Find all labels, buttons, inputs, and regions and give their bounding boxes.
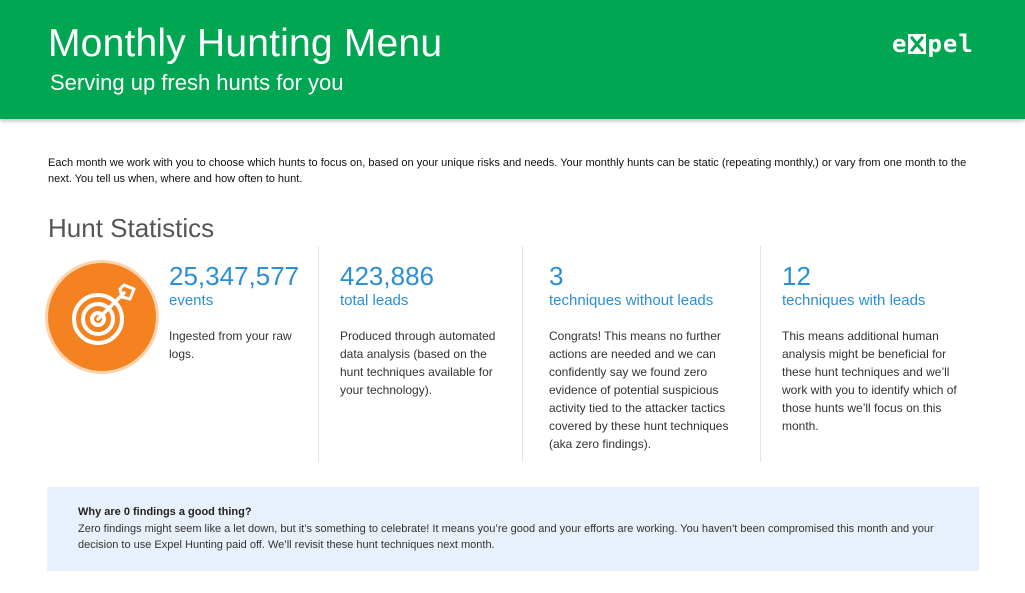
hunt-statistics-heading: Hunt Statistics: [48, 213, 215, 243]
logo-text-left: e: [892, 30, 908, 58]
page-title: Monthly Hunting Menu: [48, 22, 443, 65]
page-header: [0, 0, 1025, 119]
stat-description: Congrats! This means no further actions are needed and we can confidently say we found zero evidence of potential suspicious activity tied to the attacker tactics covered by these hunt techniques (aka zero findings).: [549, 329, 729, 451]
column-divider: [760, 246, 761, 462]
zero-findings-callout: [47, 487, 979, 571]
stat-label: total leads: [340, 292, 409, 309]
stat-label: techniques with leads: [782, 292, 926, 309]
column-divider: [522, 246, 523, 462]
stat-events: [169, 262, 309, 363]
stat-total-leads: [340, 262, 500, 399]
stat-description: Produced through automated data analysis (based on the hunt techniques available for your technology).: [340, 329, 496, 397]
stat-value: 12: [782, 261, 811, 291]
target-icon: [48, 263, 156, 371]
stat-techniques-without-leads: [549, 262, 744, 453]
stat-value: 423,886: [340, 261, 434, 291]
callout-body: Zero findings might seem like a let down, but it’s something to celebrate! It means you’re good and your efforts are working. You haven’t been compromised this month and your decision to use Expel Hunting paid off. We’ll revisit these hunt techniques next month.: [78, 523, 934, 551]
stat-label: techniques without leads: [549, 292, 714, 309]
logo-text-right: pel: [927, 30, 974, 58]
stat-value: 25,347,577: [169, 261, 300, 291]
logo-x-icon: [908, 34, 926, 54]
intro-paragraph: Each month we work with you to choose which hunts to focus on, based on your unique risks and needs. Your monthly hunts can be static (repeating monthly,) or vary from one month to the next. You tell us when, where and how often to hunt.: [48, 157, 967, 185]
expel-logo: [892, 30, 974, 58]
stat-description: Ingested from your raw logs.: [169, 329, 292, 361]
stat-techniques-with-leads: [782, 262, 962, 435]
page-subtitle: Serving up fresh hunts for you: [50, 70, 344, 95]
callout-title: Why are 0 findings a good thing?: [78, 506, 252, 518]
stat-label: events: [169, 292, 214, 309]
stat-value: 3: [549, 261, 564, 291]
column-divider: [318, 246, 319, 462]
stat-description: This means additional human analysis might be beneficial for these hunt techniques and we’ll work with you to identify which of those hunts we’ll focus on this month.: [782, 329, 957, 433]
